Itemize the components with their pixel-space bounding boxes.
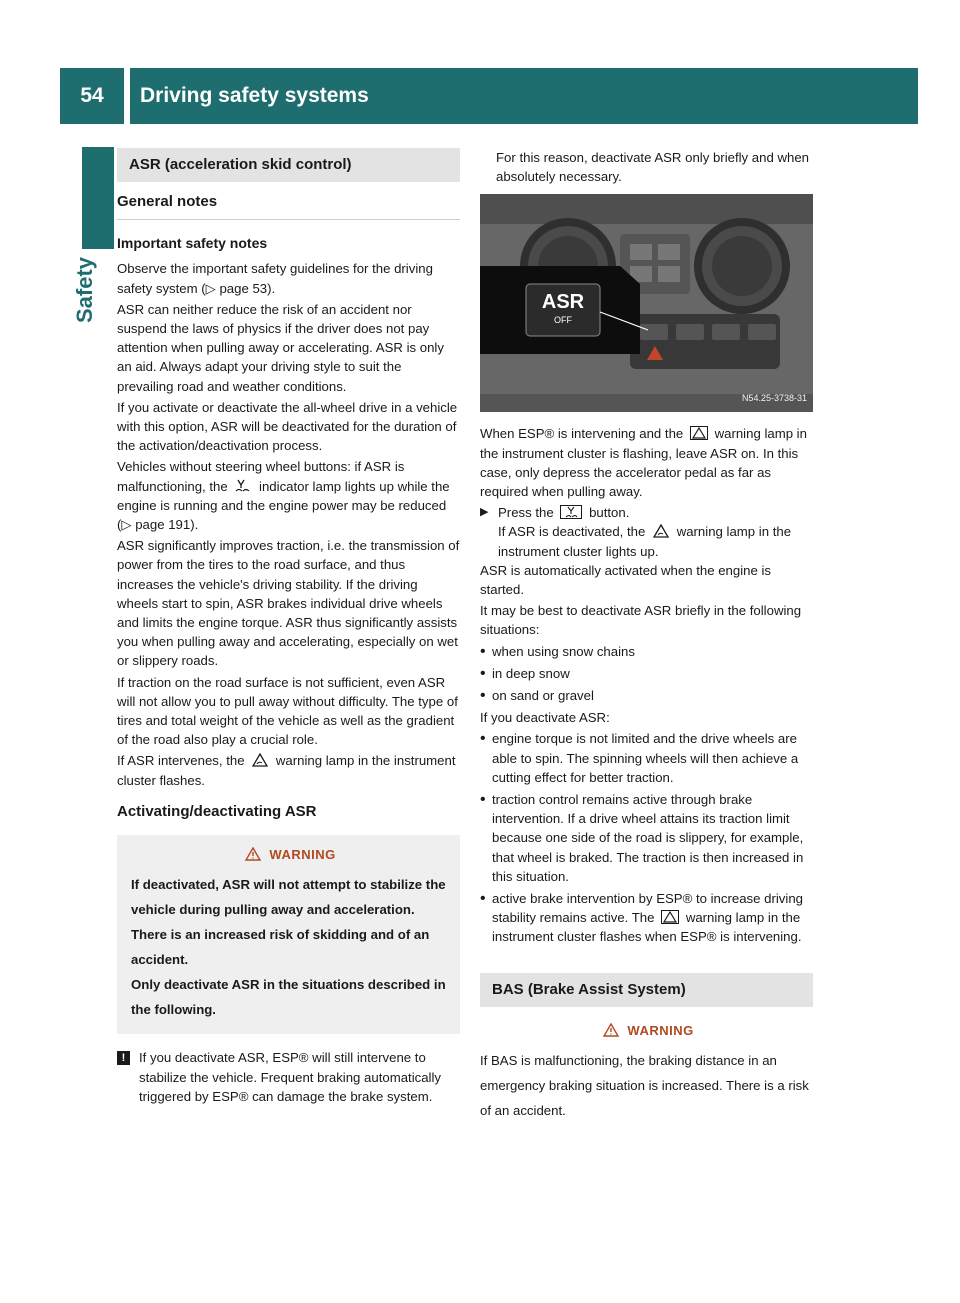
section-title-bas: BAS (Brake Assist System) [480,973,813,1007]
right-column [480,148,813,1123]
list-item-text: on sand or gravel [492,688,594,704]
warning-text: If deactivated, ASR will not attempt to stabilize the vehicle during pulling away and acceleration. There is an increased risk of skidding and of an accident. [131,877,446,968]
step-result [498,522,813,560]
side-tab [60,147,114,1227]
bas-warning-title [480,1021,813,1040]
paragraph: Observe the important safety guidelines for the driving safety system (▷ page 53). [117,261,433,296]
list-item [480,686,813,705]
list-item [480,889,813,947]
header-divider [124,68,130,124]
warning-text: Only deactivate ASR in the situations described in the following. [131,977,446,1018]
esp-warning-lamp-icon [251,753,269,767]
text: warning lamp in the instrument cluster is flashing, leave ASR on. In this case, only depress the accelerator pedal as far as required when pulling away. [480,426,807,500]
text: If ASR intervenes, the [117,753,245,769]
list-item [480,664,813,683]
left-column [117,148,460,1106]
list-item-text: when using snow chains [492,643,635,659]
page-header [0,0,960,127]
bullet-icon: • [480,687,486,705]
asr-badge-label: ASR [541,291,585,314]
step-arrow-icon: ▶ [480,506,489,519]
bullet-icon: • [480,730,486,748]
warning-label: WARNING [627,1022,694,1038]
warning-triangle-icon [602,1023,620,1037]
text: When ESP® is intervening and the [480,426,684,442]
dashboard-figure [480,194,813,412]
warning-triangle-icon [244,847,262,861]
warning-box [117,835,460,1034]
paragraph: It may be best to deactivate ASR briefly in the following situations: [480,603,802,638]
text: Vehicles without steering wheel buttons: if ASR is malfunctioning, the [117,459,405,494]
section-title-asr: ASR (acceleration skid control) [117,148,460,182]
paragraph: If you activate or deactivate the all-wheel drive in a vehicle with this option, ASR will be deactivated for the duration of the activation/deactivation process. [117,399,458,454]
header-title: Driving safety systems [140,84,369,107]
text: warning lamp in the instrument cluster flashes. [117,753,456,788]
heading-general-notes: General notes [117,192,460,220]
esp-warning-lamp-icon [690,426,708,440]
asr-badge-sublabel: OFF [554,315,572,326]
paragraph-warning-lamp [117,751,460,789]
bullet-icon: • [480,664,486,682]
warning-label: WARNING [269,847,336,863]
paragraph-esp [480,424,813,501]
list-item-text: in deep snow [492,665,570,681]
text: If ASR is deactivated, the [498,524,646,540]
damage-note [117,1048,460,1106]
list-item [480,642,813,661]
list-item-text: traction control remains active through brake intervention. If a drive wheel attains its traction limit because one side of the road is slippery, for example, that wheel is braked. The traction is then increased in this situation. [492,792,804,884]
list-item-text [492,889,813,947]
paragraph: If traction on the road surface is not sufficient, even ASR will not allow you to pull away without difficulty. The type of tires and total weight of the vehicle as well as the gradient of the road also play a crucial role. [117,674,458,748]
step-body [498,503,813,561]
page-number: 54 [80,84,104,107]
bullet-icon: • [480,642,486,660]
note-text: If you deactivate ASR, ESP® will still intervene to stabilize the vehicle. Frequent braking automatically triggered by ESP® can damage the brake system. [139,1050,442,1104]
skid-indicator-icon [234,479,252,493]
situations-list [480,642,813,706]
paragraph-indicator [117,457,460,534]
side-tab-label: Safety [72,257,97,324]
list-item-text: engine torque is not limited and the drive wheels are able to spin. The spinning wheels will then achieve a cutting effect for better traction. [492,731,799,785]
warning-title [131,845,446,864]
esp-off-warning-lamp-icon [652,524,670,538]
esp-warning-lamp-icon [661,910,679,924]
text: warning lamp in the instrument cluster lights up. [498,524,792,559]
asr-off-button-icon [560,505,582,519]
side-tab-block [82,147,114,249]
text: indicator lamp lights up while the engine is running and the engine power may be reduced (▷ page 191). [117,478,450,533]
paragraph: ASR significantly improves traction, i.e. the transmission of power from the tires to the road surface, and thus increases the vehicle's driving stability. If the driving wheels start to spin, ASR brakes individual drive wheels and limits the engine torque. ASR thus significantly assists you when pulling away and accelerating, especially on wet or slippery roads. [117,538,460,669]
paragraph: For this reason, deactivate ASR only briefly and when absolutely necessary. [496,150,810,185]
bullet-icon: • [480,791,486,809]
paragraph: ASR can neither reduce the risk of an accident nor suspend the laws of physics if the driver does not pay attention when pulling away or accelerating. ASR is only an aid. Always adapt your driving style to suit the prevailing road and weather conditions. [117,301,444,394]
effects-list [480,729,813,946]
bullet-icon: • [480,890,486,908]
list-item [480,729,813,787]
text: Press the [498,505,554,521]
text: active brake intervention by ESP® to increase driving stability remains active. The [492,891,803,926]
figure-id: N54.25-3738-31 [741,393,807,404]
list-item [480,790,813,886]
paragraph: ASR is automatically activated when the engine is started. [480,562,772,598]
bas-warning-text: If BAS is malfunctioning, the braking distance in an emergency braking situation is increased. There is a risk of an accident. [480,1052,809,1118]
asr-off-badge [530,290,596,326]
instruction-step [480,503,813,561]
paragraph: If you deactivate ASR: [480,710,610,726]
heading-activating-asr: Activating/deactivating ASR [117,802,317,820]
text: warning lamp in the instrument cluster flashes when ESP® is intervening. [492,910,802,945]
exclamation-icon: ! [117,1051,130,1065]
text: button. [589,505,630,521]
heading-important-safety-notes: Important safety notes [117,235,268,252]
